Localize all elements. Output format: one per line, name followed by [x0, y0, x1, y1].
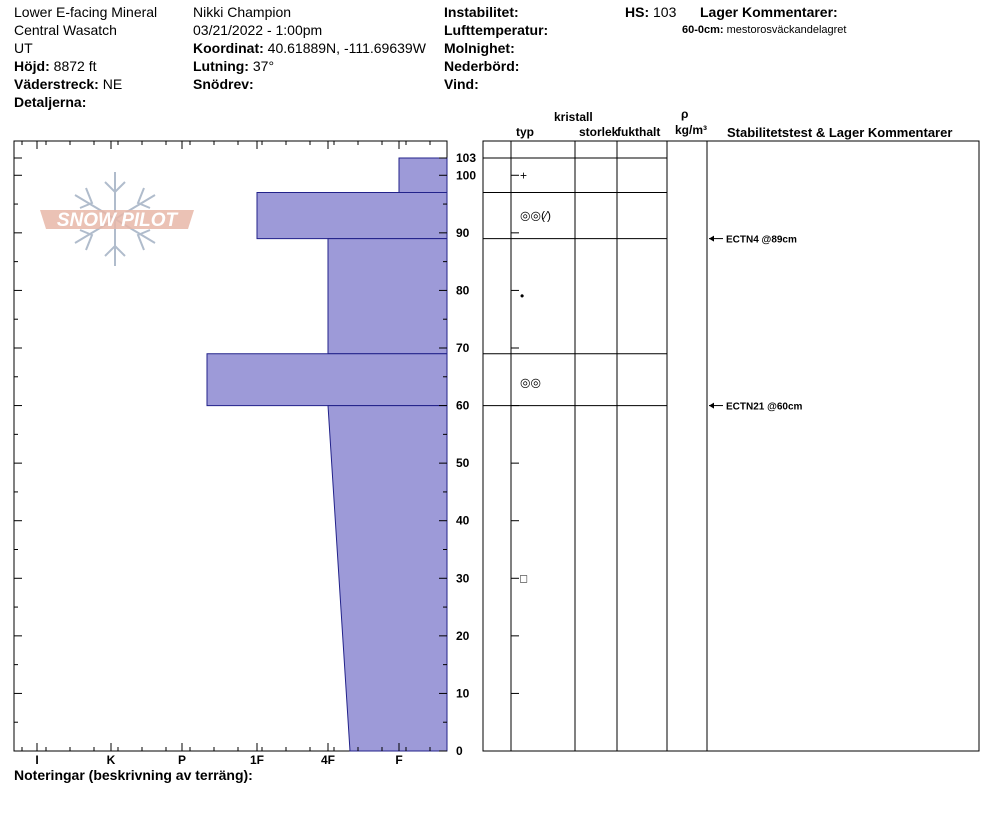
col-storlek: storlek — [579, 125, 619, 139]
range-name: Central Wasatch — [14, 22, 117, 38]
hardness-layer — [257, 193, 447, 239]
depth-tick-label: 90 — [456, 225, 470, 240]
grain-symbol: + — [520, 168, 528, 183]
hardness-tick-label: F — [395, 753, 403, 767]
test-arrow-icon — [709, 403, 714, 409]
depth-tick-label: 70 — [456, 340, 470, 355]
depth-tick-label: 60 — [456, 398, 470, 413]
depth-tick-label: 40 — [456, 513, 470, 528]
coordinates-value: 40.61889N, -111.69639W — [267, 40, 426, 56]
depth-tick-label: 103 — [456, 151, 477, 165]
grain-symbol: • — [520, 289, 525, 304]
observation-datetime: 03/21/2022 - 1:00pm — [193, 22, 323, 38]
hardness-layer — [328, 406, 447, 751]
hardness-tick-label: 4F — [320, 753, 336, 767]
instability-label: Instabilitet: — [444, 4, 519, 20]
layer-comment-depth: 60-0cm: — [682, 24, 724, 36]
grain-symbol: □ — [520, 571, 528, 586]
observer-name: Nikki Champion — [193, 4, 292, 20]
notes-label: Noteringar (beskrivning av terräng): — [14, 767, 253, 783]
hardness-tick-label: P — [177, 753, 187, 767]
col-typ: typ — [516, 125, 534, 139]
wind-label: Vind: — [444, 76, 479, 92]
test-results — [709, 235, 803, 413]
depth-tick-label: 20 — [456, 628, 470, 643]
depth-tick-label: 50 — [456, 456, 470, 471]
hardness-tick-label: I — [35, 753, 39, 767]
test-arrow-icon — [709, 236, 714, 242]
hardness-tick-label: 1F — [249, 753, 265, 767]
col-density-unit: kg/m³ — [675, 123, 708, 137]
col-kristall: kristall — [554, 110, 593, 124]
hardness-layer — [328, 239, 447, 354]
test-result-label: ECTN4 @89cm — [726, 234, 797, 246]
slope-value: 37° — [252, 58, 275, 74]
slope-label: Lutning: — [193, 58, 249, 74]
coordinates-label: Koordinat: — [193, 40, 264, 56]
aspect-label: Väderstreck: — [14, 76, 99, 92]
col-stability: Stabilitetstest & Lager Kommentarer — [727, 125, 953, 140]
table-column-lines — [511, 141, 707, 751]
location-name: Lower E-facing Mineral — [14, 4, 158, 20]
layer-comments-label: Lager Kommentarer: — [700, 4, 838, 20]
drift-label: Snödrev: — [193, 76, 254, 92]
col-rho: ρ — [681, 107, 689, 121]
hardness-tick-label: K — [106, 753, 116, 767]
snowpilot-logo-text: SNOW PILOT — [56, 210, 178, 231]
airtemp-label: Lufttemperatur: — [444, 22, 549, 38]
elevation-label: Höjd: — [14, 58, 50, 74]
depth-tick-label: 0 — [456, 744, 463, 758]
hardness-layer — [207, 354, 447, 406]
depth-tick-label: 10 — [456, 686, 470, 701]
hardness-layers — [207, 158, 447, 751]
layer-table-frame — [483, 141, 979, 751]
col-fukthalt: fukthalt — [617, 125, 661, 139]
hs-value: 103 — [653, 4, 677, 20]
snowpilot-logo — [40, 172, 194, 266]
grain-symbol: ◎◎ — [520, 375, 541, 390]
state-name: UT — [14, 40, 33, 56]
test-result-label: ECTN21 @60cm — [726, 401, 803, 413]
grain-symbol: ◎◎(⁄) — [520, 208, 551, 223]
grain-symbols — [520, 168, 551, 585]
elevation-value: 8872 ft — [53, 58, 97, 74]
depth-tick-label: 80 — [456, 283, 470, 298]
depth-tick-label: 30 — [456, 571, 470, 586]
precip-label: Nederbörd: — [444, 58, 520, 74]
details-label: Detaljerna: — [14, 94, 87, 110]
layer-comment-text: mestorosväckandelagret — [726, 24, 847, 36]
depth-tick-label: 100 — [456, 168, 477, 183]
cloud-label: Molnighet: — [444, 40, 515, 56]
hs-label: HS: — [625, 4, 650, 20]
aspect-value: NE — [102, 76, 123, 92]
